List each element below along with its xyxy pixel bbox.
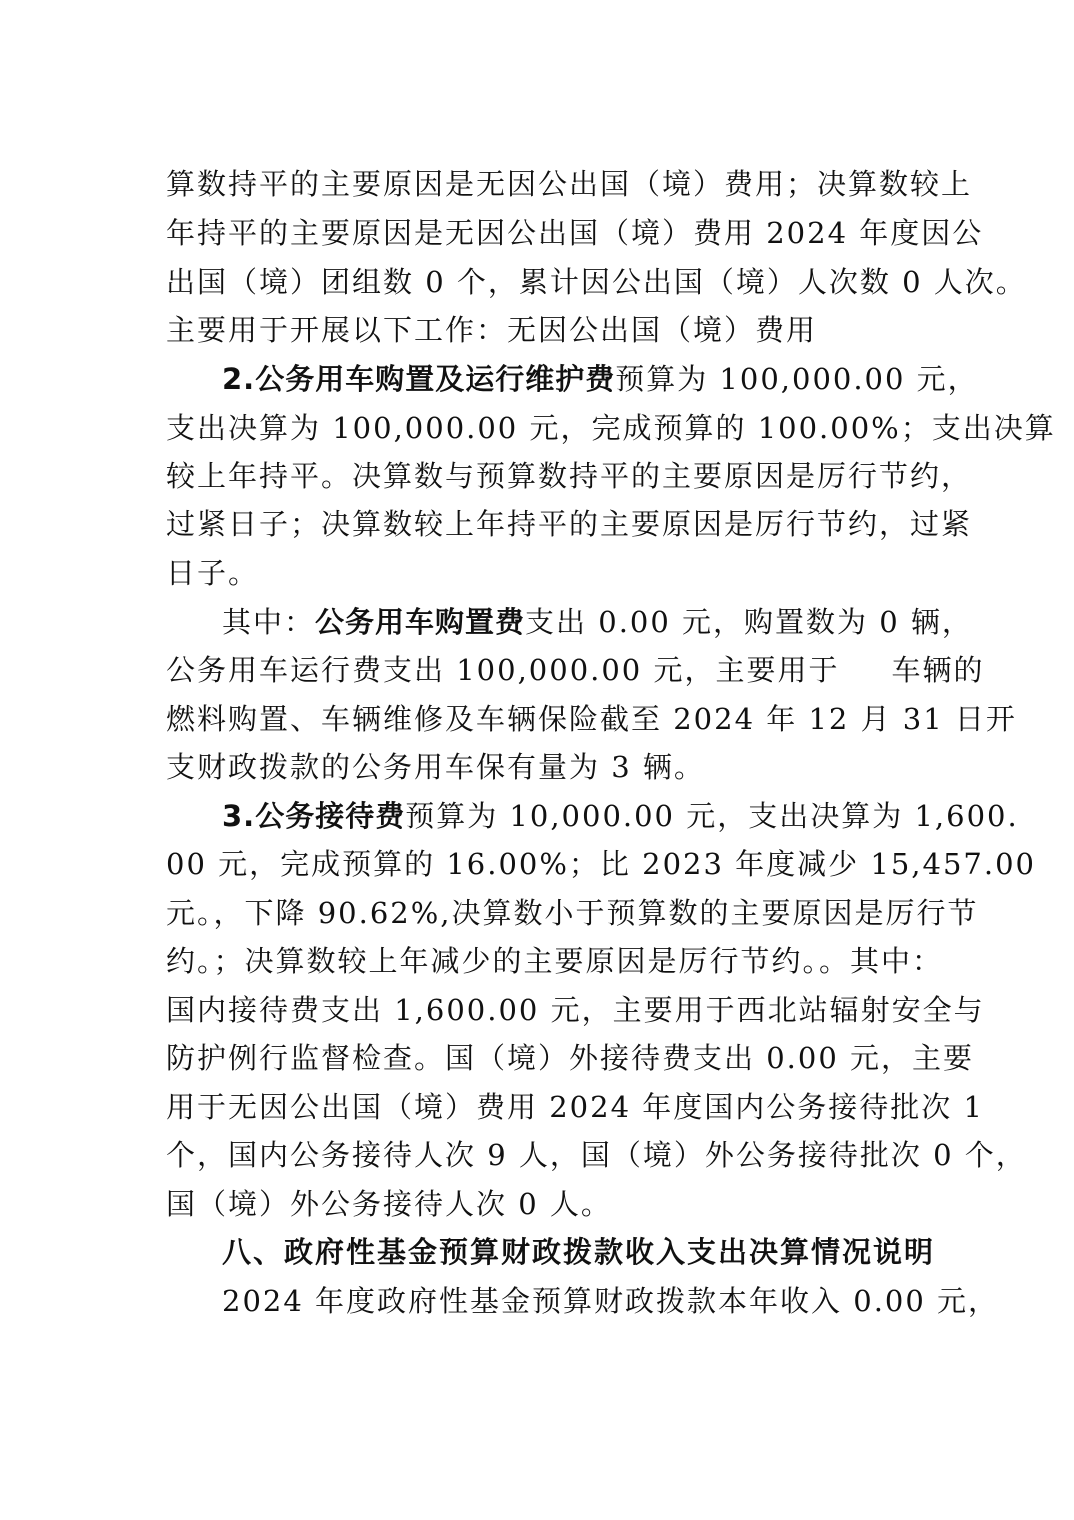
paragraph-line-vehicle-title <box>222 355 979 403</box>
paragraph-text: 其中： <box>222 605 316 639</box>
paragraph-line: 防护例行监督检查。国（境）外接待费支出 0.00 元，主要 <box>166 1041 975 1075</box>
paragraph-line: 年持平的主要原因是无因公出国（境）费用 2024 年度因公 <box>166 216 984 250</box>
paragraph-line: 用于无因公出国（境）费用 2024 年度国内公务接待批次 1 <box>166 1090 984 1124</box>
paragraph-line: 日子。 <box>166 556 260 590</box>
paragraph-line: 约。；决算数较上年减少的主要原因是厉行节约。。其中： <box>166 944 944 978</box>
paragraph-line: 较上年持平。决算数与预算数持平的主要原因是厉行节约， <box>166 459 973 493</box>
term-vehicle-purchase: 公务用车购置费 <box>315 605 526 639</box>
paragraph-line: 00 元，完成预算的 16.00%；比 2023 年度减少 15,457.00 <box>166 847 1036 881</box>
paragraph-text: 支出 0.00 元，购置数为 0 辆， <box>525 605 973 639</box>
paragraph-line: 出国（境）团组数 0 个，累计因公出国（境）人次数 0 人次。 <box>166 265 1027 299</box>
section-heading-government-fund: 八、政府性基金预算财政拨款收入支出决算情况说明 <box>222 1235 936 1269</box>
paragraph-line-vehicle-purchase <box>222 598 973 646</box>
paragraph-line: 燃料购置、车辆维修及车辆保险截至 2024 年 12 月 31 日开 <box>166 702 1017 736</box>
paragraph-text: 车辆的 <box>891 653 985 687</box>
section-title-reception: 3.公务接待费 <box>222 799 406 833</box>
paragraph-line: 主要用于开展以下工作：无因公出国（境）费用 <box>166 313 818 347</box>
section-title-vehicle: 2.公务用车购置及运行维护费 <box>222 362 616 396</box>
paragraph-line: 个，国内公务接待人次 9 人，国（境）外公务接待批次 0 个， <box>166 1138 1027 1172</box>
paragraph-text: 预算为 100,000.00 元， <box>615 362 979 396</box>
paragraph-line: 元。，下降 90.62%,决算数小于预算数的主要原因是厉行节 <box>166 896 979 930</box>
paragraph-line-reception-title <box>222 792 1019 840</box>
paragraph-line: 2024 年度政府性基金预算财政拨款本年收入 0.00 元， <box>222 1284 1000 1318</box>
paragraph-line: 过紧日子；决算数较上年持平的主要原因是厉行节约，过紧 <box>166 507 973 541</box>
paragraph-line: 国（境）外公务接待人次 0 人。 <box>166 1187 612 1221</box>
paragraph-line: 支出决算为 100,000.00 元，完成预算的 100.00%；支出决算 <box>166 411 1056 445</box>
paragraph-line: 国内接待费支出 1,600.00 元，主要用于西北站辐射安全与 <box>166 993 985 1027</box>
paragraph-line: 支财政拨款的公务用车保有量为 3 辆。 <box>166 750 705 784</box>
paragraph-text: 公务用车运行费支出 100,000.00 元，主要用于 <box>166 653 840 687</box>
paragraph-line: 算数持平的主要原因是无因公出国（境）费用；决算数较上 <box>166 167 973 201</box>
paragraph-line <box>166 646 985 694</box>
paragraph-text: 预算为 10,000.00 元，支出决算为 1,600. <box>405 799 1019 833</box>
